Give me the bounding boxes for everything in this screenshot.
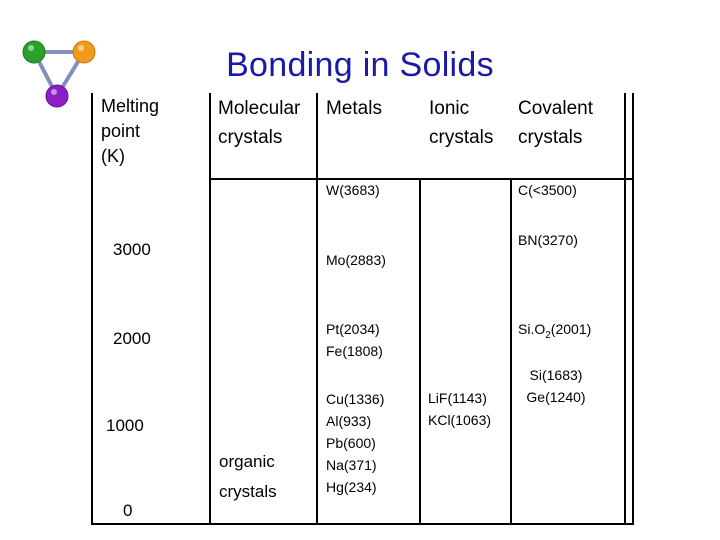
covalent-boron-nitride: BN(3270)	[518, 232, 578, 248]
column-divider	[209, 93, 211, 525]
header-melting-point: Melting point (K)	[101, 96, 160, 166]
header-covalent-crystals: Covalent crystals	[518, 98, 593, 148]
covalent-carbon: C(<3500)	[518, 182, 577, 198]
column-divider	[419, 180, 421, 525]
covalent-si-ge: Si(1683) Ge(1240)	[526, 367, 586, 405]
metal-molybdenum: Mo(2883)	[326, 252, 386, 268]
axis-label-0: 0	[123, 501, 133, 520]
column-divider	[510, 180, 512, 525]
header-ionic-crystals: Ionic crystals	[429, 98, 494, 148]
table-border-left	[91, 93, 93, 525]
molecular-organic-crystals: organic crystals	[219, 452, 277, 501]
column-divider	[316, 93, 318, 525]
header-molecular-crystals: Molecular crystals	[218, 98, 301, 148]
table-border-bottom	[91, 523, 634, 525]
metal-low-melting-list: Cu(1336) Al(933) Pb(600) Na(371) Hg(234)	[326, 391, 385, 495]
axis-label-2000: 2000	[113, 329, 151, 348]
covalent-silicon-dioxide: $Si.O_2(2001)$	[518, 321, 592, 341]
table-border-right	[624, 93, 626, 525]
slide-title: Bonding in Solids	[226, 46, 494, 84]
axis-label-1000: 1000	[106, 416, 144, 435]
axis-label-3000: 3000	[113, 240, 151, 259]
table-border-right-outer	[632, 93, 634, 525]
metal-pt-fe: Pt(2034) Fe(1808)	[326, 321, 383, 359]
ionic-entries: LiF(1143) KCl(1063)	[428, 390, 492, 428]
header-metals: Metals	[326, 98, 382, 119]
metal-tungsten: W(3683)	[326, 182, 380, 198]
